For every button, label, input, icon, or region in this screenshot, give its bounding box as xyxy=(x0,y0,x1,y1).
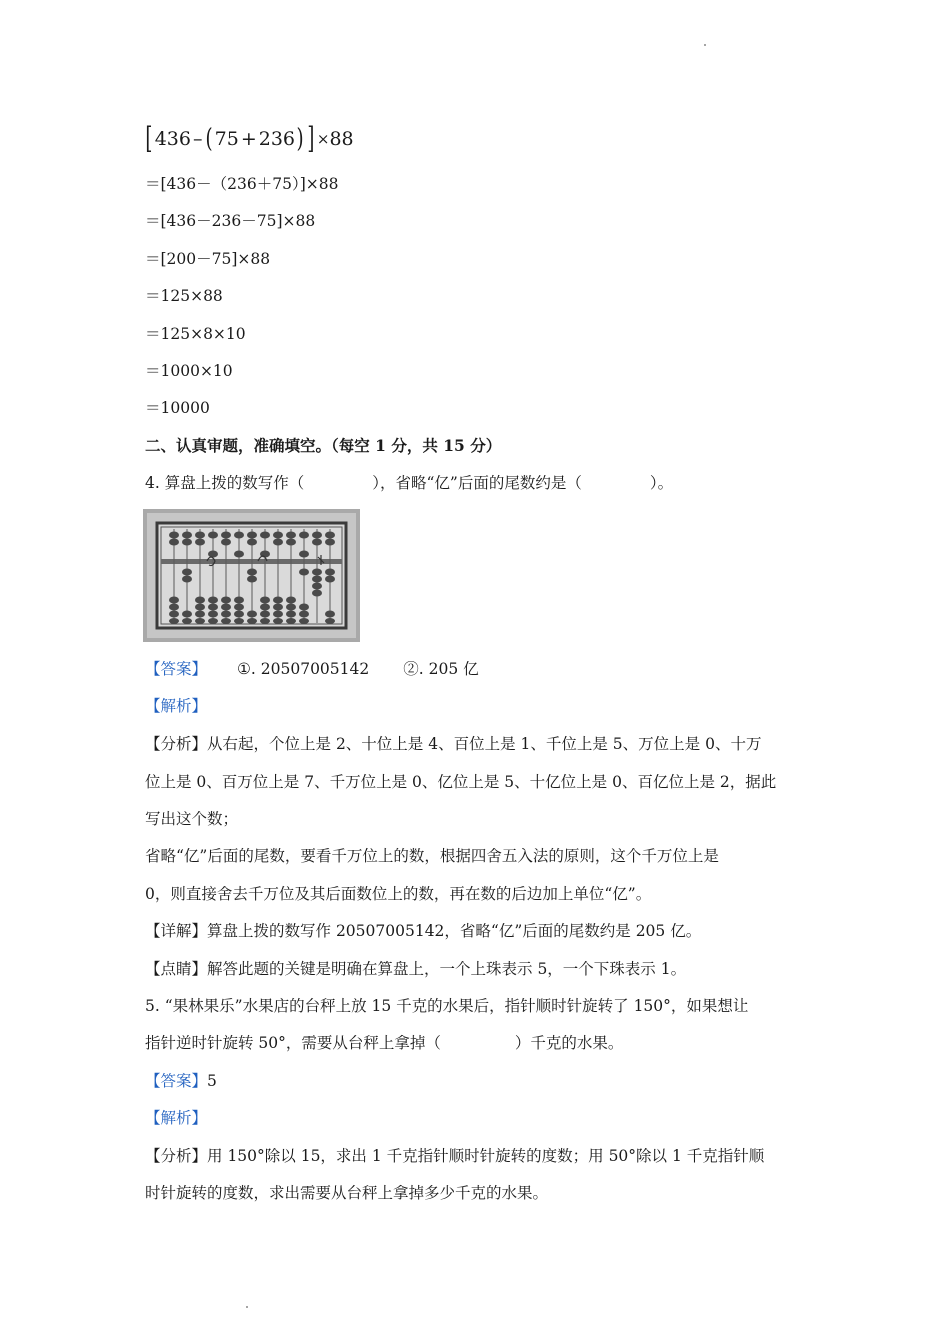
q4-text-b: ），省略“亿”后面的尾数约是（ xyxy=(372,474,582,492)
q4-xiangjie-text: 算盘上拨的数写作 20507005142，省略“亿”后面的尾数约是 205 亿。 xyxy=(207,922,702,940)
formula-num2: 75 xyxy=(214,128,239,150)
formula-num4: 88 xyxy=(329,128,354,150)
right-paren: ) xyxy=(296,124,304,154)
q5-line2-b: ）千克的水果。 xyxy=(514,1034,624,1052)
q4-answer-1: ①. 20507005142 xyxy=(237,660,370,678)
q4-answer-label: 【答案】 xyxy=(145,660,208,678)
step-4: ＝125×88 xyxy=(145,287,223,305)
q4-fenxi-text1: 从右起，个位上是 2、十位上是 4、百位上是 1、千位上是 5、万位上是 0、十万 xyxy=(207,735,762,753)
formula-num1: 436 xyxy=(154,128,191,150)
formula-times: × xyxy=(316,130,330,148)
q4-fenxi-line5: 0，则直接舍去千万位及其后面数位上的数，再在数的后边加上单位“亿”。 xyxy=(145,885,652,903)
q4-analysis-label: 【解析】 xyxy=(145,697,208,715)
step-6: ＝1000×10 xyxy=(145,362,233,380)
q5-line2-a: 指针逆时针旋转 50°，需要从台秤上拿掉（ xyxy=(145,1034,441,1052)
q4-dianjing-line xyxy=(145,959,686,979)
q4-text-a: 4. 算盘上拨的数写作（ xyxy=(145,474,305,492)
step-5: ＝125×8×10 xyxy=(145,325,246,343)
q5-answer: 5 xyxy=(207,1072,217,1090)
q4-xiangjie-label: 【详解】 xyxy=(145,922,208,940)
right-bracket: ] xyxy=(307,121,315,156)
q4-xiangjie-line xyxy=(145,921,701,941)
q4-fenxi-line4: 省略“亿”后面的尾数，要看千万位上的数，根据四舍五入法的原则，这个千万位上是 xyxy=(145,847,719,865)
section-heading: 二、认真审题，准确填空。（每空 1 分，共 15 分） xyxy=(145,436,502,455)
q5-answer-line xyxy=(145,1071,217,1091)
formula xyxy=(143,122,354,156)
q4-dianjing-text: 解答此题的关键是明确在算盘上，一个上珠表示 5，一个下珠表示 1。 xyxy=(207,960,687,978)
q4-dianjing-label: 【点睛】 xyxy=(145,960,208,978)
q5-answer-label: 【答案】 xyxy=(145,1072,208,1090)
q4-question xyxy=(145,473,673,493)
left-paren: ( xyxy=(206,124,214,154)
q5-line1: 5. “果林果乐”水果店的台秤上放 15 千克的水果后，指针顺时针旋转了 150°，如果想让 xyxy=(145,997,749,1015)
formula-plus: + xyxy=(240,128,257,150)
q5-analysis-label: 【解析】 xyxy=(145,1109,208,1127)
q4-answer-line xyxy=(145,659,479,679)
step-1: ＝[436－（236＋75）]×88 xyxy=(145,175,339,193)
step-7: ＝10000 xyxy=(145,399,210,417)
q4-text-c: ）。 xyxy=(649,474,674,492)
q4-answer-2: ②. 205 亿 xyxy=(403,660,479,678)
formula-num3: 236 xyxy=(258,128,296,150)
step-3: ＝[200－75]×88 xyxy=(145,250,271,268)
page-mark-top xyxy=(704,44,706,46)
step-2: ＝[436－236－75]×88 xyxy=(145,212,316,230)
left-bracket: [ xyxy=(145,121,153,156)
q5-fenxi-label: 【分析】 xyxy=(145,1147,208,1165)
q4-fenxi-line1 xyxy=(145,734,761,754)
q4-fenxi-label: 【分析】 xyxy=(145,735,208,753)
q5-fenxi-line1 xyxy=(145,1146,764,1166)
page-mark-bottom xyxy=(246,1306,248,1308)
q4-fenxi-line2: 位上是 0、百万位上是 7、千万位上是 0、亿位上是 5、十亿位上是 0、百亿位上是 2，据此 xyxy=(145,773,777,791)
q5-fenxi-text1: 用 150°除以 15，求出 1 千克指针顺时针旋转的度数；用 50°除以 1 千克指针顺 xyxy=(207,1147,765,1165)
q5-line2 xyxy=(145,1033,623,1053)
formula-minus: – xyxy=(192,128,203,150)
q5-fenxi-line2: 时针旋转的度数，求出需要从台秤上拿掉多少千克的水果。 xyxy=(145,1184,549,1202)
abacus-image xyxy=(143,509,360,642)
q4-fenxi-line3: 写出这个数； xyxy=(145,810,239,828)
